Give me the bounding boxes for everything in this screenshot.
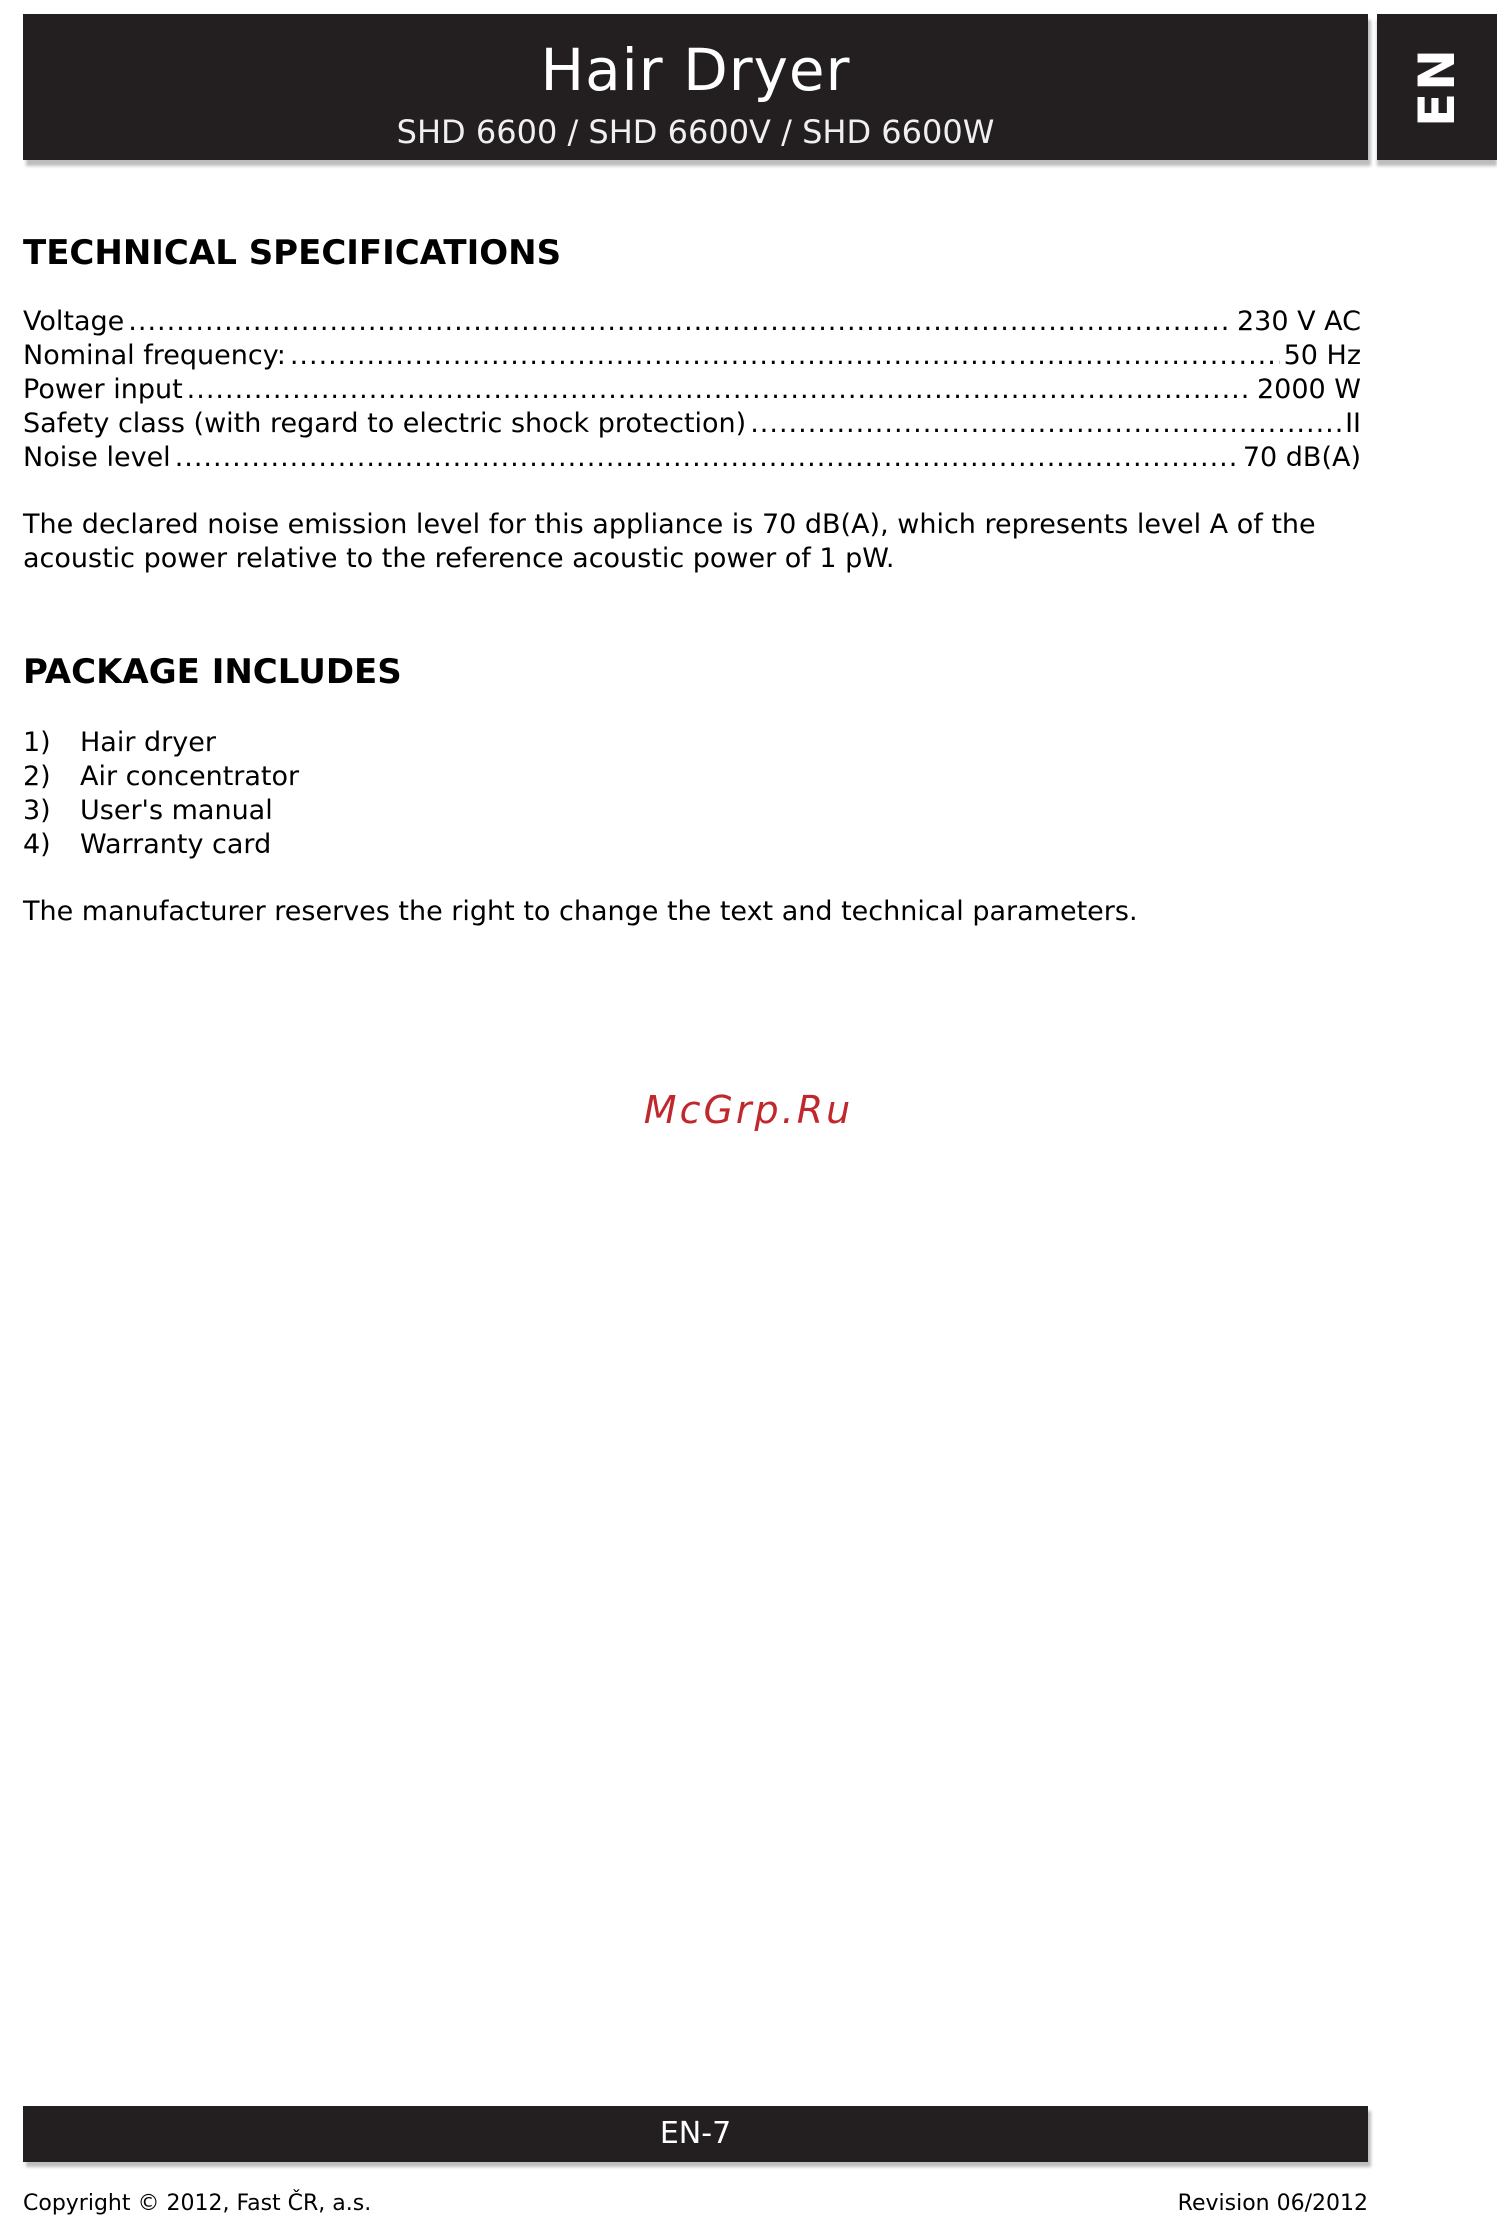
watermark: McGrp.Ru bbox=[643, 1088, 854, 1132]
spec-value: 50 Hz bbox=[1283, 340, 1361, 371]
spec-label: Power input bbox=[23, 374, 183, 405]
spec-row-power-input bbox=[23, 373, 1361, 407]
package-list bbox=[23, 726, 1361, 862]
language-tab-label: EN bbox=[1408, 46, 1466, 128]
spec-row-voltage bbox=[23, 305, 1361, 339]
list-item-number: 1) bbox=[23, 727, 51, 758]
list-item-label: User's manual bbox=[80, 795, 273, 826]
list-item-number: 2) bbox=[23, 761, 51, 792]
language-tab bbox=[1377, 14, 1497, 160]
revision-label: Revision 06/2012 bbox=[1177, 2191, 1368, 2216]
list-item-label: Warranty card bbox=[80, 829, 272, 860]
list-item-number: 3) bbox=[23, 795, 51, 826]
dot-leader bbox=[187, 373, 1253, 407]
package-includes-heading: PACKAGE INCLUDES bbox=[23, 652, 402, 692]
page-content bbox=[23, 225, 1361, 929]
list-item bbox=[23, 760, 1361, 794]
copyright-notice: Copyright © 2012, Fast ČR, a.s. bbox=[23, 2191, 372, 2216]
spec-value: 2000 W bbox=[1257, 374, 1361, 405]
list-item bbox=[23, 794, 1361, 828]
dot-leader bbox=[175, 441, 1239, 475]
spec-row-frequency bbox=[23, 339, 1361, 373]
list-item-label: Air concentrator bbox=[80, 761, 300, 792]
spec-label: Nominal frequency: bbox=[23, 340, 286, 371]
list-item bbox=[23, 828, 1361, 862]
dot-leader bbox=[750, 407, 1341, 441]
list-item bbox=[23, 726, 1361, 760]
technical-specifications-heading: TECHNICAL SPECIFICATIONS bbox=[23, 233, 562, 273]
page-number-band bbox=[23, 2106, 1368, 2162]
noise-emission-note: The declared noise emission level for this appliance is 70 dB(A), which represents level A of the acoustic power relative to the reference acoustic power of 1 pW. bbox=[23, 509, 1316, 574]
document-title: Hair Dryer bbox=[540, 36, 851, 104]
list-item-number: 4) bbox=[23, 829, 51, 860]
page-number: EN-7 bbox=[659, 2116, 732, 2151]
model-numbers: SHD 6600 / SHD 6600V / SHD 6600W bbox=[396, 113, 995, 151]
header-band bbox=[23, 14, 1368, 160]
spec-row-safety-class bbox=[23, 407, 1361, 441]
spec-value: II bbox=[1345, 408, 1361, 439]
dot-leader bbox=[290, 339, 1280, 373]
spec-label: Safety class (with regard to electric shock protection) bbox=[23, 408, 747, 439]
spec-label: Voltage bbox=[23, 306, 125, 337]
manufacturer-note: The manufacturer reserves the right to change the text and technical parameters. bbox=[23, 896, 1138, 927]
dot-leader bbox=[128, 305, 1233, 339]
spec-label: Noise level bbox=[23, 442, 171, 473]
spec-value: 70 dB(A) bbox=[1242, 442, 1361, 473]
spec-list bbox=[23, 305, 1361, 475]
list-item-label: Hair dryer bbox=[80, 727, 216, 758]
spec-row-noise-level bbox=[23, 441, 1361, 475]
spec-value: 230 V AC bbox=[1236, 306, 1361, 337]
